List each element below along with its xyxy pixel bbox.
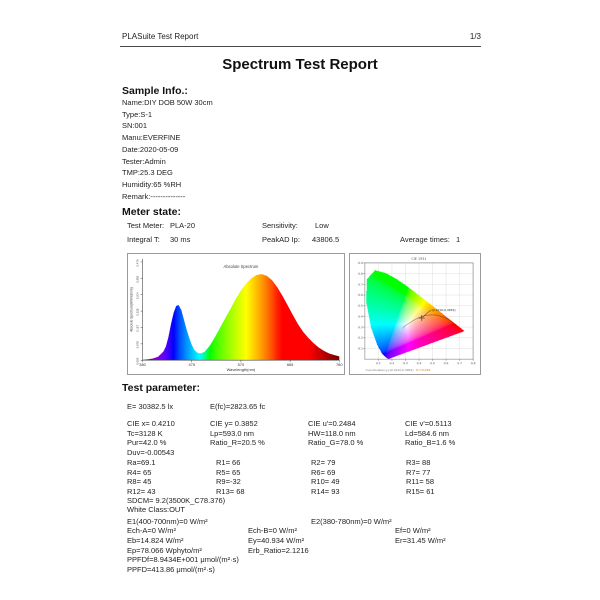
svg-text:0.157: 0.157: [136, 325, 140, 332]
cri-r15: R15= 61: [406, 487, 435, 496]
sample-info-line: SN:001: [122, 121, 148, 131]
svg-text:0.078: 0.078: [136, 341, 140, 349]
ppfdf-value: PPFDf=8.9434E+001 μmol/(m²·s): [127, 555, 239, 564]
ld-value: Ld=584.6 nm: [405, 429, 449, 438]
lp-value: Lp=593.0 nm: [210, 429, 254, 438]
cie-u: CIE u'=0.2484: [308, 419, 356, 428]
cie-x: CIE x= 0.4210: [127, 419, 175, 428]
ratio-r: Ratio_R=20.5 %: [210, 438, 265, 447]
integral-value: 30 ms: [170, 235, 191, 244]
svg-text:Absolute Spectrum: Absolute Spectrum: [223, 263, 259, 269]
integral-label: Integral T:: [127, 235, 160, 244]
ech-b-value: Ech-B=0 W/m²: [248, 526, 297, 535]
report-title: Spectrum Test Report: [222, 56, 378, 73]
cie-diagram: [349, 253, 481, 375]
sample-info-line: Date:2020-05-09: [122, 144, 179, 154]
cri-r4: R4= 65: [127, 468, 152, 477]
sample-info-heading: Sample Info.:: [122, 85, 188, 97]
er-value: Er=31.45 W/m²: [395, 536, 446, 545]
svg-text:0.392: 0.392: [136, 275, 140, 283]
ef-value: Ef=0 W/m²: [395, 526, 431, 535]
cri-r1: R1= 66: [216, 458, 241, 467]
illuminance-fc: E(fc)=2823.65 fc: [210, 402, 266, 411]
cri-r10: R10= 49: [311, 477, 340, 486]
spectrum-plot: [128, 254, 344, 374]
sample-info-line: Humidity:65 %RH: [122, 179, 182, 189]
ppfd-value: PPFD=413.86 μmol/(m²·s): [127, 565, 215, 574]
svg-text:570: 570: [237, 362, 245, 368]
average-times-label: Average times:: [400, 235, 450, 244]
ech-a-value: Ech-A=0 W/m²: [127, 526, 176, 535]
svg-text:0.000: 0.000: [136, 357, 140, 365]
sample-info-line: Type:S-1: [122, 109, 153, 119]
svg-text:0.314: 0.314: [136, 292, 140, 300]
illuminance-lx: E= 30382.5 lx: [127, 402, 174, 411]
sample-info-line: Name:DIY DOB 50W 30cm: [122, 98, 213, 107]
svg-text:665: 665: [286, 362, 294, 368]
cri-r8: R8= 45: [127, 477, 152, 486]
ey-value: Ey=40.934 W/m²: [248, 536, 305, 545]
cri-r7: R7= 77: [406, 468, 431, 477]
peakad-value: 43806.5: [312, 235, 340, 244]
cri-r9: R9=-32: [216, 477, 241, 486]
sensitivity-label: Sensitivity:: [262, 221, 298, 230]
tc-value: Tc=3128 K: [127, 429, 163, 438]
cri-r13: R13= 68: [216, 487, 245, 496]
test-meter-value: PLA-20: [170, 221, 196, 230]
cri-ra: Ra=69.1: [127, 458, 156, 467]
cie-y: CIE y= 0.3852: [210, 419, 258, 428]
svg-text:475: 475: [188, 362, 196, 368]
cri-r12: R12= 43: [127, 487, 156, 496]
sample-info-line: Remark:--------------: [122, 191, 186, 201]
cri-r14: R14= 93: [311, 487, 340, 496]
sample-info-line: Tester:Admin: [122, 156, 166, 166]
sensitivity-value: Low: [315, 221, 329, 230]
e1-value: E1(400-700nm)=0 W/m²: [127, 517, 208, 526]
header-divider: [120, 46, 481, 47]
hw-value: HW=118.0 nm: [308, 429, 356, 438]
svg-text:Wavelength(nm): Wavelength(nm): [226, 367, 256, 373]
purity-value: Pur=42.0 %: [127, 438, 167, 447]
cie-v: CIE v'=0.5113: [405, 419, 452, 428]
svg-text:Absolute Spectrum(mW/m2/nm): Absolute Spectrum(mW/m2/nm): [129, 287, 134, 332]
cri-r11: R11= 58: [406, 477, 435, 486]
sample-info-list: [122, 97, 213, 202]
svg-text:0.235: 0.235: [136, 308, 140, 316]
ratio-g: Ratio_G=78.0 %: [308, 438, 364, 447]
cri-r2: R2= 79: [311, 458, 336, 467]
sdcm-value: SDCM= 9.2(3500K_C78.376): [127, 496, 226, 505]
spectrum-chart: [127, 253, 345, 375]
svg-text:760: 760: [336, 362, 343, 368]
sample-info-line: Manu:EVERFINE: [122, 133, 181, 143]
peakad-label: PeakAD Ip:: [262, 235, 300, 244]
erb-ratio-value: Erb_Ratio=2.1216: [248, 546, 309, 555]
header-app-title: PLASuite Test Report: [122, 32, 199, 41]
cie-1931-canvas: [350, 254, 480, 374]
svg-text:380: 380: [139, 362, 146, 368]
e2-value: E2(380-780nm)=0 W/m²: [311, 517, 392, 526]
meter-state-heading: Meter state:: [122, 206, 181, 218]
svg-text:0.470: 0.470: [136, 259, 140, 267]
cri-r5: R5= 65: [216, 468, 241, 477]
cri-r6: R6= 69: [311, 468, 336, 477]
header-page-number: 1/3: [469, 32, 481, 41]
cri-r3: R3= 88: [406, 458, 431, 467]
ratio-b: Ratio_B=1.6 %: [405, 438, 456, 447]
duv-value: Duv=-0.00543: [127, 448, 175, 457]
eb-value: Eb=14.824 W/m²: [127, 536, 184, 545]
ep-value: Ep=78.066 Wphyto/m²: [127, 546, 202, 555]
white-class: White Class:OUT: [127, 505, 185, 514]
test-meter-label: Test Meter:: [127, 221, 165, 230]
average-times-value: 1: [456, 235, 461, 244]
test-parameter-heading: Test parameter:: [122, 382, 201, 394]
sample-info-line: TMP:25.3 DEG: [122, 168, 173, 178]
